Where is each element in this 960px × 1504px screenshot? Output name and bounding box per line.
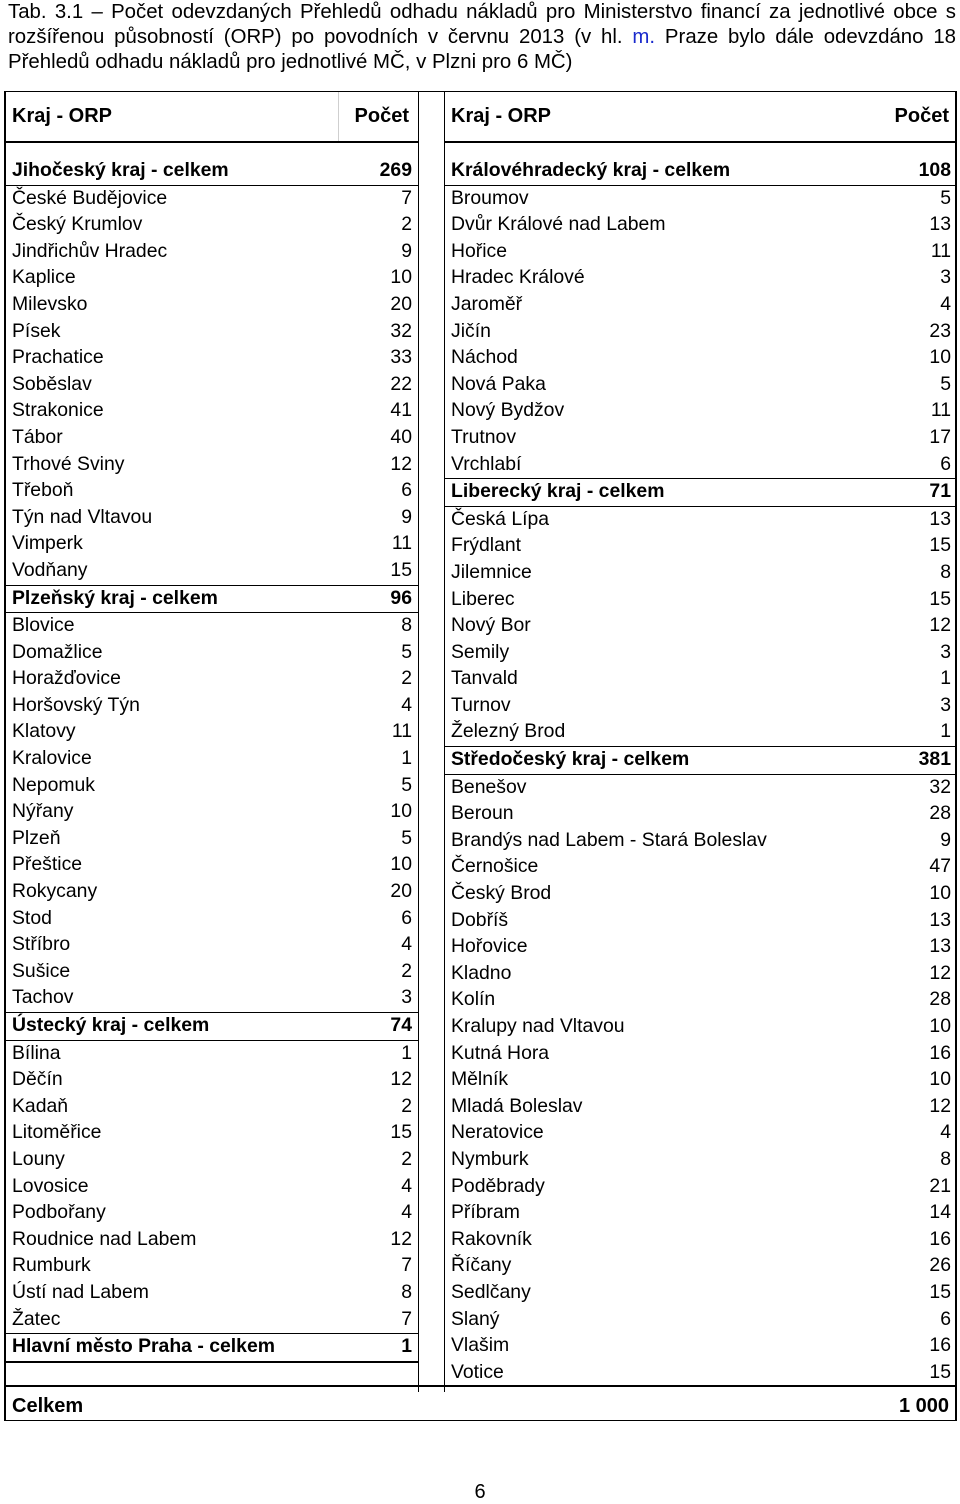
orp-count: 5 bbox=[940, 372, 951, 395]
orp-name: Trhové Sviny bbox=[12, 452, 125, 475]
orp-name: Tanvald bbox=[451, 667, 518, 690]
orp-name: Tachov bbox=[12, 986, 74, 1009]
region-total-row bbox=[6, 585, 418, 614]
table-row bbox=[445, 398, 957, 425]
orp-name: Sušice bbox=[12, 959, 71, 982]
table-row bbox=[6, 1041, 418, 1068]
table-row bbox=[6, 1307, 418, 1334]
right-header-row bbox=[445, 92, 957, 143]
orp-name: Soběslav bbox=[12, 372, 92, 395]
header-spacer bbox=[6, 143, 418, 158]
orp-count: 2 bbox=[401, 213, 412, 236]
table-row bbox=[445, 693, 957, 720]
table-row bbox=[445, 1120, 957, 1147]
orp-count: 15 bbox=[390, 1121, 412, 1144]
caption-text-2: Praze bylo dále odevzdáno 18 Přehledů odhadu nákladů pro jednotlivé MČ, v Plzni pro 6 MČ) bbox=[8, 26, 956, 73]
table-row bbox=[445, 1360, 957, 1387]
table-row bbox=[445, 186, 957, 213]
total-label: Celkem bbox=[12, 1395, 84, 1417]
orp-name: Votice bbox=[451, 1360, 504, 1383]
orp-name: Jičín bbox=[451, 319, 491, 342]
orp-count: 5 bbox=[401, 640, 412, 663]
left-column bbox=[6, 92, 418, 1392]
table-row bbox=[445, 961, 957, 988]
orp-name: Hlavní město Praha - celkem bbox=[12, 1335, 275, 1358]
table-row bbox=[445, 507, 957, 534]
orp-name: Turnov bbox=[451, 693, 511, 716]
orp-count: 13 bbox=[929, 935, 951, 958]
orp-count: 16 bbox=[929, 1041, 951, 1064]
orp-name: Děčín bbox=[12, 1068, 63, 1091]
orp-count: 4 bbox=[940, 292, 951, 315]
table-row bbox=[6, 1253, 418, 1280]
orp-name: Liberecký kraj - celkem bbox=[451, 480, 665, 503]
orp-name: Jindřichův Hradec bbox=[12, 239, 168, 262]
table-row bbox=[6, 879, 418, 906]
orp-count: 22 bbox=[390, 372, 412, 395]
orp-name: Frýdlant bbox=[451, 534, 522, 557]
orp-name: Vimperk bbox=[12, 532, 83, 555]
orp-count: 6 bbox=[401, 906, 412, 929]
right-rows bbox=[445, 158, 957, 1386]
table-row bbox=[445, 239, 957, 266]
orp-count: 96 bbox=[390, 586, 412, 609]
header-spacer bbox=[445, 143, 957, 158]
orp-name: Plzeňský kraj - celkem bbox=[12, 586, 218, 609]
table-row bbox=[445, 719, 957, 746]
orp-count: 15 bbox=[929, 1280, 951, 1303]
table-row bbox=[6, 640, 418, 667]
orp-count: 1 bbox=[940, 667, 951, 690]
orp-name: Kolín bbox=[451, 988, 496, 1011]
orp-name: České Budějovice bbox=[12, 186, 168, 209]
orp-name: Ústecký kraj - celkem bbox=[12, 1014, 210, 1036]
table-row bbox=[6, 478, 418, 505]
orp-count: 21 bbox=[929, 1174, 951, 1197]
orp-name: Kralovice bbox=[12, 747, 92, 770]
orp-count: 12 bbox=[929, 1094, 951, 1117]
orp-name: Broumov bbox=[451, 186, 529, 209]
table-row bbox=[6, 239, 418, 266]
orp-name: Jihočeský kraj - celkem bbox=[12, 159, 229, 181]
orp-count: 16 bbox=[929, 1227, 951, 1250]
orp-count: 4 bbox=[940, 1121, 951, 1144]
table-row bbox=[6, 932, 418, 959]
orp-name: Liberec bbox=[451, 587, 515, 610]
orp-name: Železný Brod bbox=[451, 720, 566, 743]
table-row bbox=[6, 452, 418, 479]
left-rows bbox=[6, 158, 418, 1392]
orp-name: Roudnice nad Labem bbox=[12, 1227, 197, 1250]
orp-name: Plzeň bbox=[12, 826, 61, 849]
table-row bbox=[445, 1174, 957, 1201]
region-total-row bbox=[6, 1333, 418, 1362]
orp-count: 5 bbox=[401, 826, 412, 849]
orp-name: Středočeský kraj - celkem bbox=[451, 748, 690, 771]
table-row bbox=[6, 906, 418, 933]
orp-name: Nýřany bbox=[12, 800, 74, 823]
table-row bbox=[6, 826, 418, 853]
column-gap bbox=[418, 92, 445, 1392]
orp-count: 9 bbox=[401, 505, 412, 528]
table-row bbox=[445, 319, 957, 346]
table-row bbox=[445, 640, 957, 667]
table-row bbox=[6, 746, 418, 773]
region-total-row bbox=[6, 158, 418, 186]
orp-name: Jaroměř bbox=[451, 292, 523, 315]
orp-count: 26 bbox=[929, 1254, 951, 1277]
orp-name: Semily bbox=[451, 640, 510, 663]
table-row bbox=[445, 425, 957, 452]
table-row bbox=[445, 292, 957, 319]
table-row bbox=[6, 531, 418, 558]
orp-count: 16 bbox=[929, 1334, 951, 1357]
table-row bbox=[445, 613, 957, 640]
orp-name: Žatec bbox=[12, 1307, 61, 1330]
orp-name: Třeboň bbox=[12, 479, 74, 502]
orp-name: Sedlčany bbox=[451, 1280, 531, 1303]
total-row bbox=[6, 1385, 955, 1422]
region-total-row bbox=[445, 746, 957, 775]
orp-count: 28 bbox=[929, 988, 951, 1011]
orp-count: 108 bbox=[918, 159, 951, 181]
table-row bbox=[445, 533, 957, 560]
header-separator bbox=[338, 92, 339, 141]
orp-count: 2 bbox=[401, 959, 412, 982]
orp-count: 33 bbox=[390, 346, 412, 369]
table-row bbox=[6, 372, 418, 399]
orp-name: Milevsko bbox=[12, 292, 88, 315]
orp-count: 12 bbox=[390, 1227, 412, 1250]
orp-name: Vlašim bbox=[451, 1334, 510, 1357]
table-row bbox=[445, 1307, 957, 1334]
orp-count: 6 bbox=[940, 1307, 951, 1330]
orp-count: 6 bbox=[940, 452, 951, 475]
orp-count: 8 bbox=[401, 1280, 412, 1303]
table-row bbox=[6, 398, 418, 425]
table-row bbox=[445, 934, 957, 961]
table-row bbox=[445, 1014, 957, 1041]
orp-count: 15 bbox=[390, 558, 412, 581]
orp-name: Bílina bbox=[12, 1041, 61, 1064]
header-region: Kraj - ORP bbox=[451, 105, 552, 127]
orp-count: 4 bbox=[401, 1201, 412, 1224]
orp-count: 3 bbox=[940, 266, 951, 289]
table-row bbox=[445, 881, 957, 908]
table-row bbox=[445, 265, 957, 292]
orp-name: Příbram bbox=[451, 1201, 520, 1224]
orp-count: 269 bbox=[379, 159, 412, 181]
orp-name: Nepomuk bbox=[12, 773, 95, 796]
orp-count: 20 bbox=[390, 880, 412, 903]
orp-name: Poděbrady bbox=[451, 1174, 545, 1197]
orp-count: 11 bbox=[930, 239, 951, 262]
orp-count: 47 bbox=[929, 855, 951, 878]
orp-count: 13 bbox=[929, 507, 951, 530]
table-row bbox=[6, 1094, 418, 1121]
orp-count: 15 bbox=[929, 534, 951, 557]
orp-count: 10 bbox=[390, 266, 412, 289]
orp-name: Nymburk bbox=[451, 1147, 529, 1170]
orp-count: 2 bbox=[401, 667, 412, 690]
orp-name: Domažlice bbox=[12, 640, 103, 663]
orp-name: Ústí nad Labem bbox=[12, 1280, 149, 1303]
orp-name: Stod bbox=[12, 906, 52, 929]
table-row bbox=[6, 1227, 418, 1254]
orp-count: 10 bbox=[929, 1068, 951, 1091]
orp-name: Hradec Králové bbox=[451, 266, 585, 289]
orp-name: Rumburk bbox=[12, 1254, 91, 1277]
orp-name: Vrchlabí bbox=[451, 452, 522, 475]
orp-count: 1 bbox=[401, 1041, 412, 1064]
table-row bbox=[445, 560, 957, 587]
right-column bbox=[445, 92, 957, 1386]
orp-name: Slaný bbox=[451, 1307, 500, 1330]
orp-count: 9 bbox=[940, 828, 951, 851]
orp-count: 7 bbox=[401, 1307, 412, 1330]
orp-name: Beroun bbox=[451, 802, 514, 825]
orp-name: Hořovice bbox=[451, 935, 528, 958]
orp-count: 8 bbox=[940, 1147, 951, 1170]
table-row bbox=[445, 828, 957, 855]
orp-name: Horažďovice bbox=[12, 667, 121, 690]
orp-name: Říčany bbox=[451, 1254, 512, 1277]
total-value: 1 000 bbox=[898, 1395, 949, 1417]
orp-count: 9 bbox=[401, 239, 412, 262]
orp-count: 2 bbox=[401, 1094, 412, 1117]
table-row bbox=[445, 452, 957, 479]
orp-name: Dvůr Králové nad Labem bbox=[451, 213, 666, 236]
table-row bbox=[6, 1174, 418, 1201]
orp-count: 12 bbox=[929, 961, 951, 984]
table-caption bbox=[8, 0, 956, 75]
table-row bbox=[445, 987, 957, 1014]
table-row bbox=[445, 212, 957, 239]
orp-count: 41 bbox=[390, 399, 412, 422]
orp-count: 32 bbox=[929, 775, 951, 798]
orp-name: Dobříš bbox=[451, 908, 509, 931]
orp-count: 20 bbox=[390, 292, 412, 315]
orp-count: 6 bbox=[401, 479, 412, 502]
orp-count: 15 bbox=[929, 1360, 951, 1383]
orp-name: Kladno bbox=[451, 961, 512, 984]
orp-count: 10 bbox=[929, 882, 951, 905]
orp-name: Trutnov bbox=[451, 425, 517, 448]
table-row bbox=[6, 719, 418, 746]
orp-name: Český Brod bbox=[451, 882, 552, 905]
orp-count: 10 bbox=[929, 346, 951, 369]
orp-count: 4 bbox=[401, 693, 412, 716]
table-row bbox=[445, 801, 957, 828]
orp-name: Královéhradecký kraj - celkem bbox=[451, 159, 731, 181]
table-row bbox=[445, 1094, 957, 1121]
orp-count: 1 bbox=[940, 720, 951, 743]
orp-count: 17 bbox=[929, 425, 951, 448]
orp-name: Rokycany bbox=[12, 880, 98, 903]
orp-count: 381 bbox=[918, 748, 951, 771]
table-row bbox=[6, 959, 418, 986]
table-row bbox=[6, 186, 418, 213]
orp-name: Litoměřice bbox=[12, 1121, 102, 1144]
orp-name: Jilemnice bbox=[451, 560, 532, 583]
orp-count: 8 bbox=[940, 560, 951, 583]
orp-name: Kadaň bbox=[12, 1094, 69, 1117]
orp-count: 74 bbox=[390, 1014, 412, 1036]
table-row bbox=[445, 1067, 957, 1094]
orp-count: 1 bbox=[401, 1335, 412, 1358]
table-row bbox=[445, 1227, 957, 1254]
orp-count: 4 bbox=[401, 933, 412, 956]
orp-count: 11 bbox=[391, 720, 412, 743]
orp-count: 23 bbox=[929, 319, 951, 342]
orp-count: 10 bbox=[390, 853, 412, 876]
orp-count: 40 bbox=[390, 425, 412, 448]
table-row bbox=[445, 908, 957, 935]
orp-name: Týn nad Vltavou bbox=[12, 505, 153, 528]
orp-name: Rakovník bbox=[451, 1227, 532, 1250]
orp-name: Tábor bbox=[12, 425, 63, 448]
table-row bbox=[6, 613, 418, 640]
orp-count: 71 bbox=[929, 480, 951, 503]
orp-count: 10 bbox=[390, 800, 412, 823]
orp-name: Černošice bbox=[451, 855, 539, 878]
orp-count: 12 bbox=[390, 452, 412, 475]
table-row bbox=[445, 775, 957, 802]
table-row bbox=[445, 1147, 957, 1174]
table-row bbox=[6, 852, 418, 879]
orp-count: 1 bbox=[401, 747, 412, 770]
header-count: Počet bbox=[354, 105, 409, 127]
table-row bbox=[445, 345, 957, 372]
orp-count: 12 bbox=[390, 1068, 412, 1091]
orp-name: Strakonice bbox=[12, 399, 104, 422]
orp-count: 4 bbox=[401, 1174, 412, 1197]
orp-count: 3 bbox=[940, 693, 951, 716]
table-row bbox=[445, 372, 957, 399]
table-row bbox=[6, 265, 418, 292]
table-row bbox=[6, 212, 418, 239]
orp-name: Český Krumlov bbox=[12, 213, 143, 236]
table-row bbox=[6, 1067, 418, 1094]
orp-count: 7 bbox=[401, 186, 412, 209]
orp-count: 11 bbox=[930, 399, 951, 422]
orp-name: Nový Bydžov bbox=[451, 399, 565, 422]
orp-count: 3 bbox=[401, 986, 412, 1009]
header-count: Počet bbox=[894, 105, 949, 127]
orp-count: 10 bbox=[929, 1015, 951, 1037]
orp-name: Vodňany bbox=[12, 558, 88, 581]
orp-name: Benešov bbox=[451, 775, 527, 798]
orp-name: Louny bbox=[12, 1147, 65, 1170]
orp-name: Kaplice bbox=[12, 266, 76, 289]
orp-count: 28 bbox=[929, 802, 951, 825]
table-row bbox=[6, 425, 418, 452]
table-row bbox=[445, 1280, 957, 1307]
orp-count: 13 bbox=[929, 213, 951, 236]
orp-name: Kutná Hora bbox=[451, 1041, 550, 1064]
orp-name: Lovosice bbox=[12, 1174, 89, 1197]
table-row bbox=[6, 558, 418, 585]
table-row bbox=[6, 1200, 418, 1227]
table-row bbox=[445, 1041, 957, 1068]
orp-count: 5 bbox=[940, 186, 951, 209]
orp-count: 12 bbox=[929, 614, 951, 637]
caption-link[interactable]: m. bbox=[632, 26, 656, 48]
left-header-row bbox=[6, 92, 418, 143]
table-row bbox=[6, 292, 418, 319]
orp-name: Mělník bbox=[451, 1068, 509, 1091]
table-row bbox=[6, 1147, 418, 1174]
table-row bbox=[445, 854, 957, 881]
orp-count: 13 bbox=[929, 908, 951, 931]
orp-name: Kralupy nad Vltavou bbox=[451, 1015, 625, 1037]
orp-count: 2 bbox=[401, 1147, 412, 1170]
orp-name: Stříbro bbox=[12, 933, 71, 956]
region-total-row bbox=[445, 158, 957, 186]
table-row bbox=[6, 666, 418, 693]
table-row bbox=[445, 1200, 957, 1227]
orp-name: Přeštice bbox=[12, 853, 83, 876]
table-row bbox=[445, 666, 957, 693]
table-row bbox=[445, 1253, 957, 1280]
orp-name: Náchod bbox=[451, 346, 518, 369]
orp-name: Klatovy bbox=[12, 720, 76, 743]
region-total-row bbox=[6, 1012, 418, 1041]
orp-table bbox=[4, 91, 957, 1421]
orp-name: Mladá Boleslav bbox=[451, 1094, 583, 1117]
orp-name: Brandýs nad Labem - Stará Boleslav bbox=[451, 828, 767, 851]
orp-count: 11 bbox=[391, 532, 412, 555]
header-region: Kraj - ORP bbox=[12, 105, 113, 127]
orp-count: 15 bbox=[929, 587, 951, 610]
orp-count: 3 bbox=[940, 640, 951, 663]
table-row bbox=[6, 1280, 418, 1307]
orp-count: 14 bbox=[929, 1201, 951, 1224]
region-total-row bbox=[445, 478, 957, 507]
orp-name: Podbořany bbox=[12, 1201, 106, 1224]
orp-name: Neratovice bbox=[451, 1121, 544, 1144]
caption-text-1: Tab. 3.1 – Počet odevzdaných Přehledů odhadu nákladů pro Ministerstvo financí za jednotlivé obce s rozšířenou působností (ORP) po povodních v červnu 2013 (v hl. bbox=[8, 1, 956, 48]
orp-name: Blovice bbox=[12, 614, 75, 637]
table-row bbox=[6, 505, 418, 532]
orp-name: Písek bbox=[12, 319, 61, 342]
orp-count: 8 bbox=[401, 614, 412, 637]
orp-count: 5 bbox=[401, 773, 412, 796]
orp-name: Prachatice bbox=[12, 346, 104, 369]
table-row bbox=[445, 587, 957, 614]
orp-count: 32 bbox=[390, 319, 412, 342]
table-row bbox=[6, 319, 418, 346]
table-row bbox=[445, 1333, 957, 1360]
page-number: 6 bbox=[474, 1481, 486, 1503]
table-row bbox=[6, 773, 418, 800]
table-row bbox=[6, 345, 418, 372]
table-row bbox=[6, 1120, 418, 1147]
orp-count: 7 bbox=[401, 1254, 412, 1277]
orp-name: Hořice bbox=[451, 239, 508, 262]
orp-name: Česká Lípa bbox=[451, 507, 550, 530]
orp-name: Nový Bor bbox=[451, 614, 531, 637]
table-row bbox=[6, 693, 418, 720]
orp-name: Horšovský Týn bbox=[12, 693, 140, 716]
orp-name: Nová Paka bbox=[451, 372, 546, 395]
table-row bbox=[6, 799, 418, 826]
table-row bbox=[6, 985, 418, 1012]
